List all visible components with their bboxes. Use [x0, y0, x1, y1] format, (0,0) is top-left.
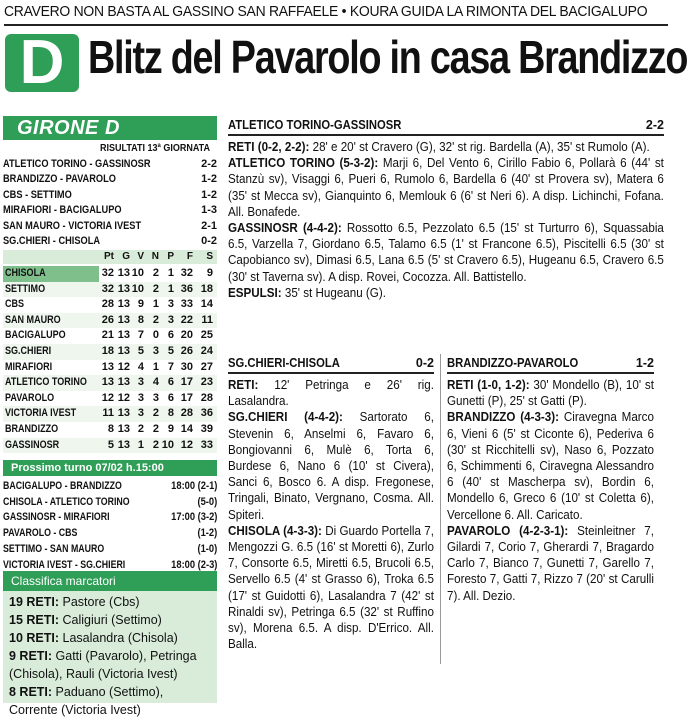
result-match: SAN MAURO - VICTORIA IVEST — [3, 219, 142, 232]
article-paragraph — [228, 409, 434, 522]
standings-cell: 3 — [167, 298, 174, 311]
standings-cell: 13 — [117, 298, 130, 311]
next-match: GASSINOSR - MIRAFIORI — [3, 511, 110, 524]
team-name: CHISOLA — [5, 267, 46, 279]
paragraph-text: Di Guardo Portella 7, Mengozzi G. 6.5 (16' st Moretti 6), Zurlo 7, Consorte 6.5, Miretti 6.5, Brucoli 6.5, Servello 6.5 (4' st Grasso 6), Troka 6.5 (17' st Guidotti 6), Lasalandra 7 (42' st Rinaldi sv), Petringa 6.5 (32' st Ruffino sv), Morena 6.5. A disp. D'Errico. All. Balla. — [228, 523, 434, 652]
team-name: VICTORIA IVEST — [5, 407, 77, 420]
standings-cell: 8 — [107, 422, 114, 435]
next-match: CHISOLA - ATLETICO TORINO — [3, 495, 130, 508]
scorer-goals: 9 RETI: — [9, 649, 53, 663]
article-paragraph — [228, 523, 434, 653]
scorer-names: Caligiuri (Settimo) — [59, 613, 162, 627]
team-name: GASSINOSR — [5, 438, 60, 451]
result-match: SG.CHIERI - CHISOLA — [3, 235, 101, 248]
standings-cell: 13 — [117, 282, 130, 295]
standings-cell: 28 — [200, 391, 213, 404]
team-name: CBS — [5, 298, 25, 311]
standings-cell: 2 — [152, 282, 159, 295]
standings-cell: 13 — [117, 313, 130, 326]
standings-cell: 6 — [167, 329, 174, 342]
kicker: CRAVERO NON BASTA AL GASSINO SAN RAFFAELE • KOURA GUIDA LA RIMONTA DEL BACIGALUPO — [4, 3, 648, 20]
standings-cell: 32 — [180, 267, 193, 279]
team-name: BACIGALUPO — [5, 329, 66, 342]
paragraph-text: Sartorato 6, Stevenin 6, Anselmi 6, Favaro 6, Bongiovanni 6, Mulè 6, Torta 6, Burdese 6, Nano 6 (10' st Civera), Sanci 6, Bosco 6. A disp. Fregonese, Tringali, Binato, Vergnano, Cosma. All. Spiteri. — [228, 410, 434, 522]
result-row — [3, 172, 217, 188]
standings-cell: 1 — [167, 267, 174, 279]
standings-cell: 26 — [180, 344, 193, 357]
result-match: CBS - SETTIMO — [3, 188, 72, 201]
next-match-info: (1-0) — [197, 543, 217, 556]
scorer-names: Paduano (Settimo), Corrente (Victoria Ivest) — [9, 685, 164, 717]
standings-cell: 12 — [101, 391, 114, 404]
next-round-title: Prossimo turno 07/02 h.15:00 — [3, 460, 217, 476]
standings-cell: 3 — [152, 391, 159, 404]
standings-cell: 17 — [180, 376, 193, 389]
scorers-list — [3, 591, 217, 717]
standings-row — [3, 422, 217, 438]
standings-cell: 10 — [161, 438, 174, 451]
team-name: PAVAROLO — [5, 391, 55, 404]
next-match-row — [3, 478, 217, 494]
paragraph-text: 12' Petringa e 26' rig. Lasalandra. — [228, 378, 434, 409]
scorer-names: Lasalandra (Chisola) — [59, 631, 178, 645]
scorer-names: Pastore (Cbs) — [59, 595, 140, 609]
result-score: 1-3 — [201, 204, 217, 217]
result-match: MIRAFIORI - BACIGALUPO — [3, 204, 122, 217]
paragraph-key: ATLETICO TORINO (5-3-2): — [228, 156, 379, 171]
scorer-entry — [9, 629, 211, 647]
paragraph-text: 30' Mondello (B), 10' st Gunetti (P), 25' st Gatti (P). — [447, 378, 654, 409]
standings-header — [3, 250, 217, 264]
standings-cell: 8 — [167, 407, 174, 420]
standings-cell: 11 — [201, 313, 213, 326]
next-match-info: 17:00 (3-2) — [170, 511, 217, 524]
standings-cell: 3 — [137, 376, 144, 389]
paragraph-text: 35' st Hugeanu (G). — [281, 285, 386, 300]
standings-cell: 36 — [200, 407, 213, 420]
result-row — [3, 218, 217, 234]
article-paragraph — [228, 220, 664, 285]
standings-cell: 27 — [200, 360, 213, 373]
standings-cell: 8 — [137, 313, 144, 326]
results-list — [3, 156, 217, 249]
standings-cell: 33 — [200, 438, 213, 451]
paragraph-key: PAVAROLO (4-2-3-1): — [447, 523, 569, 538]
kicker-divider — [4, 24, 668, 26]
next-match: BACIGALUPO - BRANDIZZO — [3, 479, 122, 492]
article-match: BRANDIZZO-PAVAROLO — [447, 355, 579, 370]
standings-cell: 30 — [180, 360, 193, 373]
standings-row — [3, 406, 217, 422]
standings-col-head: V — [137, 251, 144, 262]
standings-cell: 2 — [152, 267, 159, 279]
article-match: SG.CHIERI-CHISOLA — [228, 355, 340, 370]
standings-cell: 28 — [180, 407, 193, 420]
standings-cell: 13 — [117, 329, 130, 342]
paragraph-key: RETI (1-0, 1-2): — [447, 378, 530, 392]
article-atletico-gassino — [228, 116, 664, 301]
standings-cell: 0 — [152, 329, 159, 342]
standings-cell: 2 — [137, 422, 144, 435]
standings-row — [3, 438, 217, 454]
standings-cell: 21 — [101, 329, 114, 342]
standings-row — [3, 313, 217, 329]
result-row — [3, 187, 217, 203]
standings-col-head: G — [122, 251, 130, 262]
next-match-row — [3, 541, 217, 557]
standings-row — [3, 360, 217, 376]
group-title: GIRONE D — [3, 116, 217, 140]
article-header — [447, 354, 654, 374]
article-score: 0-2 — [415, 355, 434, 370]
standings-cell: 2 — [152, 407, 159, 420]
article-paragraph — [447, 523, 654, 604]
article-score: 1-2 — [635, 355, 654, 370]
standings-cell: 13 — [101, 360, 114, 373]
standings-cell: 7 — [137, 329, 144, 342]
next-match-row — [3, 525, 217, 541]
standings-cell: 10 — [131, 267, 144, 279]
standings-cell: 13 — [117, 407, 130, 420]
standings-cell: 6 — [167, 391, 174, 404]
scorer-names: Gatti (Pavarolo), Petringa (Chisola), Rauli (Victoria Ivest) — [9, 649, 197, 681]
standings-cell: 39 — [200, 422, 213, 435]
next-match: PAVAROLO - CBS — [3, 527, 78, 540]
standings-cell: 25 — [200, 329, 213, 342]
article-header — [228, 354, 434, 374]
result-row — [3, 156, 217, 172]
standings-cell: 1 — [152, 298, 159, 311]
next-round-list — [3, 478, 217, 573]
standings-cell: 13 — [117, 438, 130, 451]
paragraph-key: BRANDIZZO (4-3-3): — [447, 410, 560, 425]
headline: Blitz del Pavarolo in casa Brandizzo — [88, 31, 687, 83]
standings-table — [3, 266, 217, 453]
standings-row — [3, 297, 217, 313]
result-score: 2-1 — [201, 219, 217, 232]
scorer-goals: 8 RETI: — [9, 685, 53, 699]
standings-cell: 12 — [117, 360, 130, 373]
standings-cell: 33 — [180, 298, 193, 311]
standings-row — [3, 344, 217, 360]
standings-cell: 13 — [117, 422, 130, 435]
standings-cell: 4 — [137, 360, 144, 373]
next-match: VICTORIA IVEST - SG.CHIERI — [3, 558, 126, 571]
paragraph-text: Marji 6, Del Vento 6, Cirillo Fabio 6, Pollarà 6 (44' st Stanzù sv), Visaggi 6, Pueri 6, Rumolo 6, Bardella 6 (40' st Provera sv), Matera 6 (35' st Mecca sv), Gianquinto 6, Memlouk 6 (6' st Neri 6). A disp. Lichinchi, Fofana. All. Bonafede. — [228, 156, 664, 219]
scorer-goals: 10 RETI: — [9, 631, 60, 645]
standings-col-head: P — [167, 251, 174, 262]
result-score: 1-2 — [201, 173, 217, 186]
paragraph-text: Rossotto 6.5, Pezzolato 6.5 (15' st Turturro 6), Squassabia 6.5, Varzella 7, Giordano 6.5, Talamo 6.5 (1' st Francone 6.5), Piscitelli 6.5 (30' st Capobianco sv), Dimasi 6.5, Lana 6.5 (5' st Cravero 6.5), Hugeanu 6.5, Cravero 6.5 (30' st Taverna sv). A disp. Rovei, Cocozza. All. Battistello. — [228, 221, 664, 284]
paragraph-text: 28' e 20' st Cravero (G), 32' st rig. Bardella (A), 35' st Rumolo (A). — [309, 140, 650, 154]
standings-cell: 18 — [101, 344, 114, 357]
scorer-entry — [9, 611, 211, 629]
result-score: 1-2 — [201, 188, 217, 201]
next-match: SETTIMO - SAN MAURO — [3, 543, 105, 556]
scorer-entry — [9, 683, 211, 719]
standings-cell: 9 — [137, 298, 144, 311]
standings-col-head: N — [151, 251, 159, 262]
standings-cell: 5 — [167, 344, 174, 357]
next-match-info: (1-2) — [197, 527, 217, 540]
standings-cell: 13 — [117, 376, 130, 389]
article-paragraph — [228, 285, 664, 301]
article-paragraph — [228, 155, 664, 220]
standings-cell: 23 — [200, 376, 213, 389]
standings-cell: 2 — [152, 422, 159, 435]
standings-cell: 32 — [101, 267, 114, 279]
paragraph-key: RETI: — [228, 378, 259, 392]
team-name: SAN MAURO — [5, 313, 61, 326]
paragraph-key: CHISOLA (4-3-3): — [228, 523, 322, 538]
results-title: RISULTATI 13ª GIORNATA — [100, 143, 210, 154]
standings-cell: 13 — [117, 344, 130, 357]
scorer-goals: 19 RETI: — [9, 595, 60, 609]
standings-cell: 4 — [152, 376, 159, 389]
article-match: ATLETICO TORINO-GASSINOSR — [228, 117, 402, 132]
next-match-row — [3, 494, 217, 510]
standings-cell: 7 — [167, 360, 174, 373]
standings-cell: 3 — [137, 391, 144, 404]
result-row — [3, 203, 217, 219]
standings-cell: 14 — [180, 422, 193, 435]
result-score: 0-2 — [201, 235, 217, 248]
article-paragraph — [447, 409, 654, 522]
standings-col-head: Pt — [104, 251, 114, 262]
standings-cell: 3 — [152, 344, 159, 357]
standings-cell: 14 — [200, 298, 213, 311]
paragraph-key: SG.CHIERI (4-4-2): — [228, 410, 343, 425]
standings-cell: 12 — [117, 391, 130, 404]
standings-col-head: S — [206, 251, 213, 262]
scorer-entry — [9, 647, 211, 683]
scorer-entry — [9, 593, 211, 611]
standings-cell: 11 — [102, 407, 114, 420]
standings-cell: 26 — [101, 313, 114, 326]
standings-cell: 12 — [180, 438, 193, 451]
result-match: ATLETICO TORINO - GASSINOSR — [3, 157, 151, 170]
standings-cell: 10 — [131, 282, 144, 295]
standings-cell: 36 — [180, 282, 193, 295]
scorer-goals: 15 RETI: — [9, 613, 60, 627]
standings-cell: 3 — [137, 407, 144, 420]
paragraph-text: Steinleitner 7, Gilardi 7, Corio 7, Gherardi 7, Bragardo Carlo 7, Bianco 7, Gunetti 7, Garello 7, Foresto 7, Gatti 7, Rizzo 7 (20' st Carulli 7). All. Dezio. — [447, 523, 654, 603]
next-match-info: (5-0) — [197, 495, 217, 508]
scorers-title: Classifica marcatori — [3, 571, 217, 591]
next-match-info: 18:00 (2-1) — [170, 479, 217, 492]
team-name: SETTIMO — [5, 282, 46, 295]
section-logo: D — [5, 34, 79, 92]
article-paragraph — [447, 377, 654, 409]
next-match-row — [3, 510, 217, 526]
standings-row — [3, 266, 217, 282]
team-name: BRANDIZZO — [5, 422, 59, 435]
standings-cell: 1 — [137, 438, 144, 451]
standings-cell: 5 — [107, 438, 114, 451]
article-paragraph — [228, 377, 434, 409]
standings-cell: 20 — [180, 329, 193, 342]
standings-cell: 9 — [167, 422, 174, 435]
standings-cell: 18 — [200, 282, 213, 295]
paragraph-key: ESPULSI: — [228, 285, 282, 300]
standings-cell: 1 — [167, 282, 174, 295]
standings-cell: 32 — [101, 282, 114, 295]
standings-row — [3, 328, 217, 344]
team-name: ATLETICO TORINO — [5, 376, 87, 389]
standings-cell: 13 — [101, 376, 114, 389]
standings-cell: 3 — [167, 313, 174, 326]
next-match-info: 18:00 (2-3) — [170, 558, 217, 571]
standings-cell: 13 — [117, 267, 130, 279]
result-score: 2-2 — [201, 157, 217, 170]
standings-cell: 2 — [152, 313, 159, 326]
team-name: MIRAFIORI — [5, 360, 53, 373]
team-name: SG.CHIERI — [5, 344, 52, 357]
standings-cell: 24 — [200, 344, 213, 357]
standings-cell: 5 — [137, 344, 144, 357]
article-paragraph — [228, 139, 664, 155]
paragraph-key: GASSINOSR (4-4-2): — [228, 221, 342, 236]
standings-row — [3, 391, 217, 407]
article-brandizzo-pavarolo — [447, 354, 654, 604]
standings-cell: 2 — [152, 438, 159, 451]
standings-cell: 22 — [180, 313, 193, 326]
standings-row — [3, 282, 217, 298]
standings-col-head: F — [186, 251, 193, 262]
column-divider — [440, 354, 441, 664]
article-chieri-chisola — [228, 354, 434, 652]
standings-row — [3, 375, 217, 391]
result-row — [3, 234, 217, 250]
standings-cell: 17 — [180, 391, 193, 404]
standings-cell: 6 — [167, 376, 174, 389]
article-score: 2-2 — [645, 117, 664, 132]
result-match: BRANDIZZO - PAVAROLO — [3, 173, 116, 186]
standings-cell: 1 — [152, 360, 159, 373]
article-header — [228, 116, 664, 136]
standings-cell: 28 — [101, 298, 114, 311]
paragraph-key: RETI (0-2, 2-2): — [228, 140, 310, 154]
standings-cell: 9 — [206, 267, 213, 279]
paragraph-text: Ciravegna Marco 6, Vieni 6 (5' st Ciconte 6), Pederiva 6 (30' st Ricchitelli sv), Naso 6, Pozzato 6, Schimmenti 6, Ciravegna Alessandro 6 (40' st Mascherpa sv), Bordin 6, Mondello 6, Greco 6 (10' st Coletta 6), Vercellone 6. All. Caricato. — [447, 410, 654, 522]
